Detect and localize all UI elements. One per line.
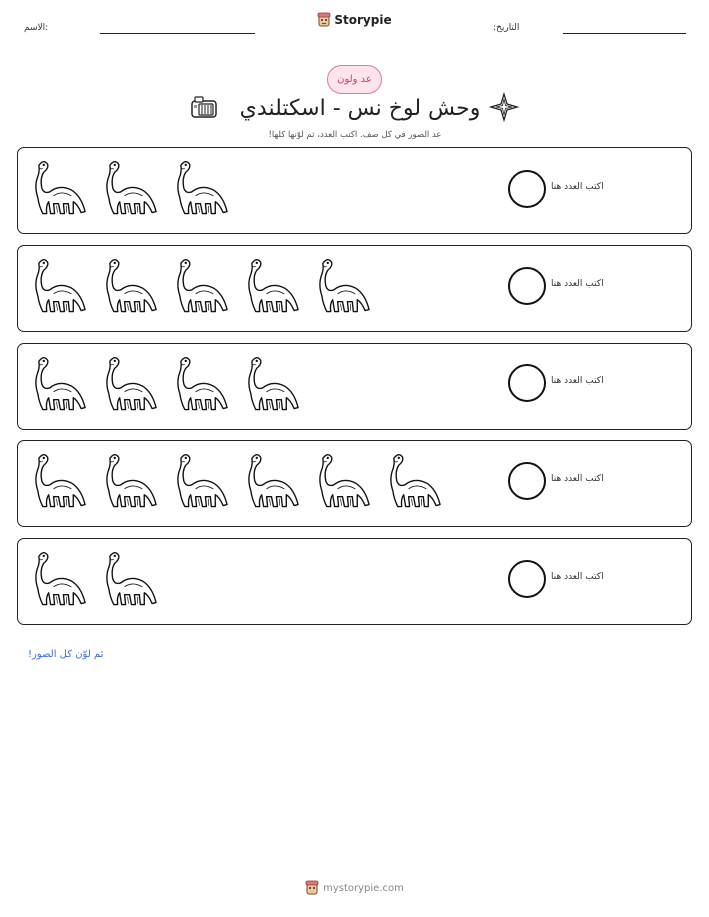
counting-row [17, 538, 692, 625]
answer-prompt: اكتب العدد هنا [551, 376, 604, 386]
answer-prompt: اكتب العدد هنا [551, 279, 604, 289]
counting-row [17, 343, 692, 430]
counting-row [17, 440, 692, 527]
counting-row [17, 245, 692, 332]
loch-ness-monster-icon [101, 352, 160, 416]
date-label: التاريخ: [493, 23, 520, 33]
answer-prompt: اكتب العدد هنا [551, 572, 604, 582]
loch-ness-monster-icon [30, 156, 89, 220]
loch-ness-monster-icon [101, 547, 160, 611]
answer-circle[interactable] [508, 170, 546, 208]
brand-header [0, 12, 709, 32]
loch-ness-monster-icon [243, 449, 302, 513]
creature-group [30, 254, 373, 318]
brand-name: Storypie [334, 13, 392, 27]
name-label: الاسم: [24, 23, 49, 33]
loch-ness-monster-icon [243, 352, 302, 416]
loch-ness-monster-icon [172, 156, 231, 220]
site-url: mystorypie.com [323, 882, 404, 894]
name-line[interactable] [100, 33, 255, 34]
loch-ness-monster-icon [243, 254, 302, 318]
loch-ness-monster-icon [314, 254, 373, 318]
creature-group [30, 352, 302, 416]
loch-ness-monster-icon [172, 449, 231, 513]
loch-ness-monster-icon [101, 156, 160, 220]
creature-group [30, 547, 160, 611]
counting-row [17, 147, 692, 234]
answer-prompt: اكتب العدد هنا [551, 182, 604, 192]
loch-ness-monster-icon [385, 449, 444, 513]
loch-ness-monster-icon [172, 352, 231, 416]
loch-ness-monster-icon [101, 449, 160, 513]
color-instruction: ثم لوّن كل الصور! [28, 649, 104, 660]
date-line[interactable] [563, 33, 686, 34]
loch-ness-monster-icon [30, 449, 89, 513]
answer-circle[interactable] [508, 462, 546, 500]
site-footer [0, 880, 709, 900]
loch-ness-monster-icon [30, 352, 89, 416]
creature-group [30, 449, 444, 513]
loch-ness-monster-icon [101, 254, 160, 318]
activity-badge: عد ولون [327, 65, 382, 94]
loch-ness-monster-icon [172, 254, 231, 318]
sparkle-icon [489, 92, 519, 122]
page-title: وحش لوخ نس - اسكتلندي [239, 96, 481, 121]
creature-group [30, 156, 231, 220]
answer-circle[interactable] [508, 267, 546, 305]
storypie-mascot-icon [305, 880, 319, 896]
loch-ness-monster-icon [314, 449, 373, 513]
loch-ness-monster-icon [30, 547, 89, 611]
storypie-mascot-icon [317, 12, 331, 28]
instructions: عد الصور في كل صف. اكتب العدد، ثم لوّنها كلها! [268, 130, 442, 140]
answer-circle[interactable] [508, 560, 546, 598]
loch-ness-monster-icon [30, 254, 89, 318]
answer-circle[interactable] [508, 364, 546, 402]
answer-prompt: اكتب العدد هنا [551, 474, 604, 484]
